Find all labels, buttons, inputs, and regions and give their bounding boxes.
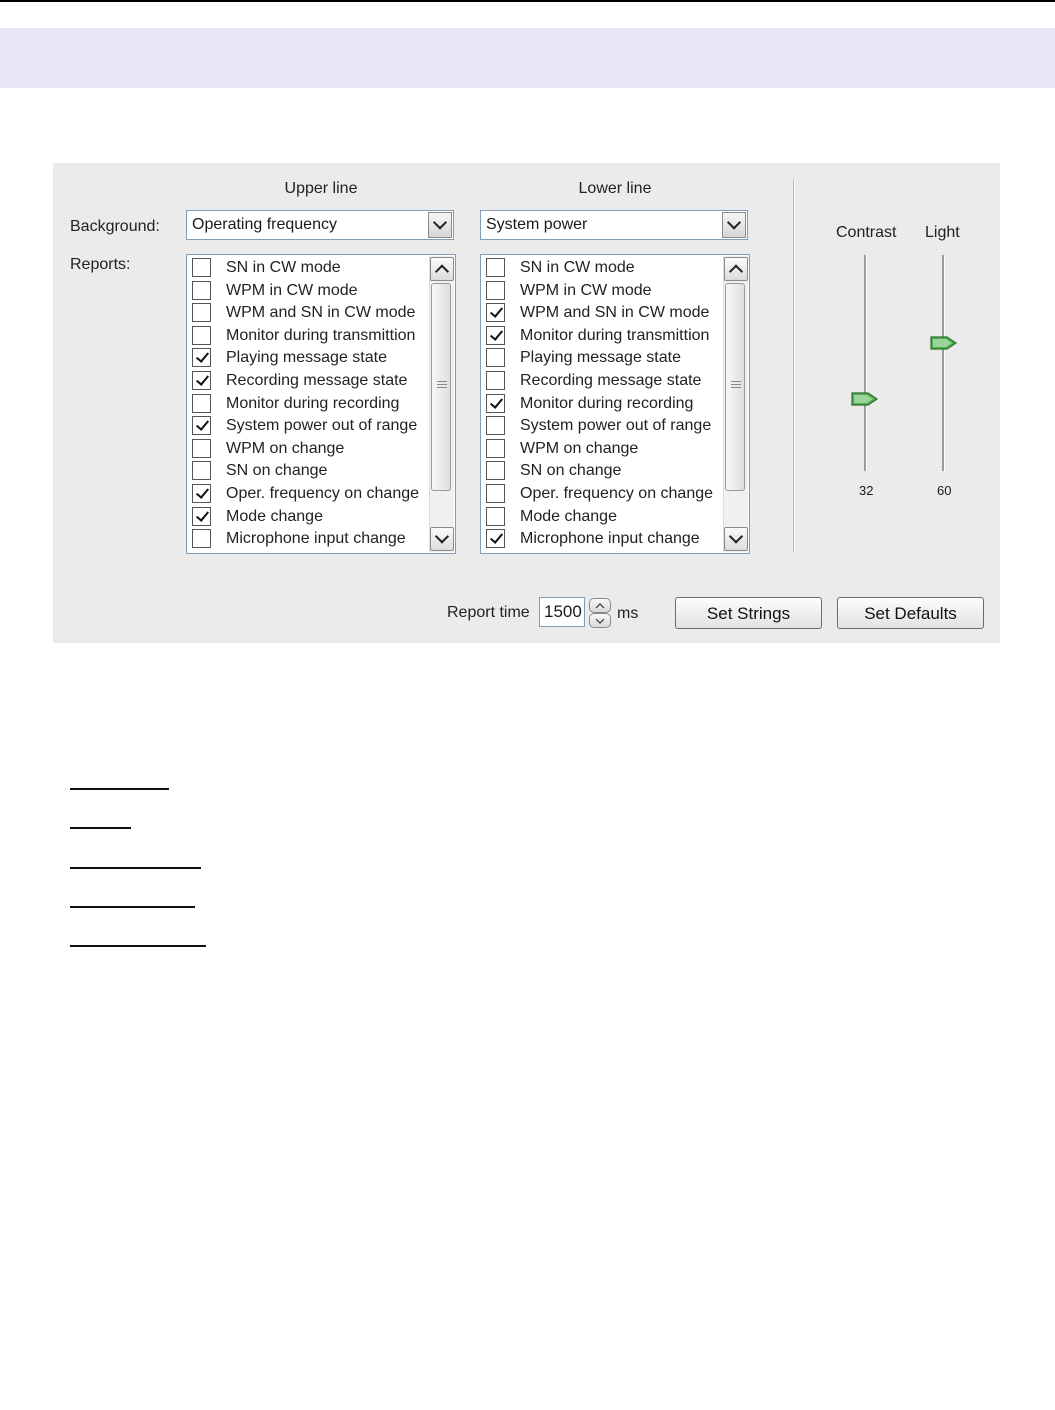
set-defaults-button[interactable]: Set Defaults <box>837 597 984 629</box>
list-item[interactable] <box>481 483 723 506</box>
upper-reports-list[interactable] <box>186 254 456 554</box>
report-checkbox[interactable] <box>486 281 505 300</box>
list-item[interactable] <box>187 506 429 529</box>
report-time-input[interactable] <box>539 597 585 627</box>
report-checkbox[interactable] <box>192 326 211 345</box>
report-time-label: Report time <box>447 604 530 621</box>
light-slider-track[interactable] <box>942 255 945 471</box>
list-item[interactable] <box>187 325 429 348</box>
lower-line-heading: Lower line <box>578 180 652 197</box>
report-checkbox[interactable] <box>486 507 505 526</box>
upper-scrollbar[interactable] <box>429 256 454 552</box>
report-checkbox[interactable] <box>192 484 211 503</box>
report-checkbox[interactable] <box>486 416 505 435</box>
list-item[interactable] <box>481 438 723 461</box>
chevron-down-icon[interactable] <box>428 212 452 238</box>
list-item[interactable] <box>187 257 429 280</box>
report-item-label: WPM and SN in CW mode <box>520 304 710 322</box>
report-checkbox[interactable] <box>486 348 505 367</box>
underline-rule <box>70 788 169 790</box>
report-checkbox[interactable] <box>192 281 211 300</box>
lower-scrollbar[interactable] <box>723 256 748 552</box>
set-strings-button[interactable]: Set Strings <box>675 597 822 629</box>
report-checkbox[interactable] <box>192 371 211 390</box>
upper-background-select[interactable] <box>186 210 454 240</box>
report-item-label: Monitor during transmittion <box>520 326 710 344</box>
underline-rule <box>70 945 206 947</box>
report-time-stepper[interactable] <box>589 597 611 627</box>
list-item[interactable] <box>481 325 723 348</box>
report-item-label: Monitor during recording <box>520 394 694 412</box>
list-item[interactable] <box>481 506 723 529</box>
report-item-label: Playing message state <box>520 349 681 367</box>
report-item-label: WPM on change <box>520 439 639 457</box>
report-checkbox[interactable] <box>192 258 211 277</box>
report-checkbox[interactable] <box>192 461 211 480</box>
chevron-up-icon[interactable] <box>589 598 611 613</box>
report-item-label: SN on change <box>226 462 328 480</box>
list-item[interactable] <box>481 460 723 483</box>
report-item-label: Microphone input change <box>226 530 406 548</box>
lower-background-value: System power <box>486 216 588 233</box>
report-item-label: WPM on change <box>226 439 345 457</box>
lower-reports-list[interactable] <box>480 254 750 554</box>
underline-rule <box>70 827 131 829</box>
list-item[interactable] <box>187 460 429 483</box>
contrast-label: Contrast <box>836 224 897 241</box>
report-item-label: System power out of range <box>226 417 418 435</box>
list-item[interactable] <box>187 370 429 393</box>
lower-scroll-thumb[interactable] <box>725 283 745 491</box>
report-checkbox[interactable] <box>192 348 211 367</box>
list-item[interactable] <box>187 438 429 461</box>
contrast-value: 32 <box>859 483 874 498</box>
report-item-label: SN on change <box>520 462 622 480</box>
list-item[interactable] <box>187 528 429 551</box>
report-checkbox[interactable] <box>192 303 211 322</box>
report-checkbox[interactable] <box>192 394 211 413</box>
report-item-label: Recording message state <box>226 371 408 389</box>
report-checkbox[interactable] <box>486 439 505 458</box>
list-item[interactable] <box>481 302 723 325</box>
report-item-label: Monitor during transmittion <box>226 326 416 344</box>
list-item[interactable] <box>187 415 429 438</box>
list-item[interactable] <box>481 370 723 393</box>
report-checkbox[interactable] <box>486 394 505 413</box>
report-checkbox[interactable] <box>486 326 505 345</box>
report-item-label: Mode change <box>226 507 323 525</box>
report-checkbox[interactable] <box>192 439 211 458</box>
report-item-label: SN in CW mode <box>226 259 341 276</box>
light-value: 60 <box>937 483 952 498</box>
chevron-down-icon[interactable] <box>724 527 748 551</box>
upper-background-value: Operating frequency <box>192 216 337 233</box>
chevron-down-icon[interactable] <box>589 613 611 628</box>
report-checkbox[interactable] <box>486 529 505 548</box>
chevron-up-icon[interactable] <box>430 257 454 281</box>
list-item[interactable] <box>187 483 429 506</box>
report-checkbox[interactable] <box>486 461 505 480</box>
report-item-label: WPM and SN in CW mode <box>226 304 416 322</box>
report-item-label: Mode change <box>520 507 617 525</box>
report-item-label: Playing message state <box>226 349 387 367</box>
ms-unit-label: ms <box>617 605 639 622</box>
report-item-label: WPM in CW mode <box>520 281 652 299</box>
background-label: Background: <box>70 218 160 235</box>
upper-line-heading: Upper line <box>284 180 358 197</box>
upper-reports-rows <box>187 257 429 551</box>
list-item[interactable] <box>481 347 723 370</box>
report-item-label: Monitor during recording <box>226 394 400 412</box>
vertical-separator <box>793 180 795 552</box>
report-checkbox[interactable] <box>486 303 505 322</box>
report-checkbox[interactable] <box>486 371 505 390</box>
report-checkbox[interactable] <box>192 416 211 435</box>
report-time-value: 1500 <box>544 602 582 621</box>
report-checkbox[interactable] <box>486 484 505 503</box>
slider-thumb-icon[interactable] <box>851 392 873 406</box>
chevron-up-icon[interactable] <box>724 257 748 281</box>
top-rule <box>0 0 1055 2</box>
light-label: Light <box>925 224 960 241</box>
chevron-down-icon[interactable] <box>722 212 746 238</box>
report-item-label: Oper. frequency on change <box>520 484 714 502</box>
chevron-down-icon[interactable] <box>430 527 454 551</box>
list-item[interactable] <box>187 393 429 416</box>
report-item-label: Microphone input change <box>520 530 700 548</box>
settings-panel <box>53 163 1000 643</box>
report-checkbox[interactable] <box>192 529 211 548</box>
lower-reports-rows <box>481 257 723 551</box>
reports-label: Reports: <box>70 256 131 273</box>
report-checkbox[interactable] <box>192 507 211 526</box>
report-checkbox[interactable] <box>486 258 505 277</box>
list-item[interactable] <box>481 280 723 303</box>
upper-scroll-thumb[interactable] <box>431 283 451 491</box>
list-item[interactable] <box>187 302 429 325</box>
list-item[interactable] <box>187 280 429 303</box>
report-item-label: SN in CW mode <box>520 259 635 276</box>
report-item-label: System power out of range <box>520 417 712 435</box>
underline-rule <box>70 906 195 908</box>
list-item[interactable] <box>481 257 723 280</box>
slider-thumb-icon[interactable] <box>930 336 952 350</box>
underline-rule <box>70 867 201 869</box>
list-item[interactable] <box>481 528 723 551</box>
report-item-label: Recording message state <box>520 371 702 389</box>
list-item[interactable] <box>187 347 429 370</box>
report-item-label: Oper. frequency on change <box>226 484 420 502</box>
list-item[interactable] <box>481 415 723 438</box>
lower-background-select[interactable] <box>480 210 748 240</box>
contrast-slider-track[interactable] <box>864 255 867 471</box>
report-item-label: WPM in CW mode <box>226 281 358 299</box>
list-item[interactable] <box>481 393 723 416</box>
header-band <box>0 28 1055 88</box>
